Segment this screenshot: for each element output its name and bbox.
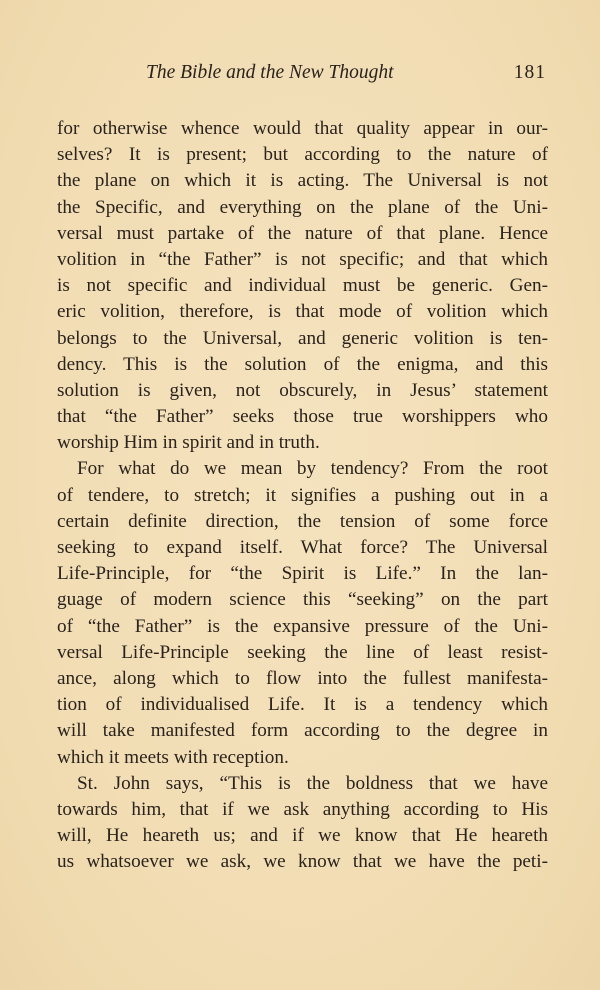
text-line: selves? It is present; but according to the nature of [57,144,548,166]
text-line: of tendere, to stretch; it signifies a pushing out in a [57,484,548,506]
text-line: that “the Father” seeks those true worshippers who [57,406,548,428]
text-line: dency. This is the solution of the enigma, and this [57,353,548,375]
page-header [146,62,546,90]
text-line: belongs to the Universal, and generic volition is ten- [57,327,548,349]
text-line: the Specific, and everything on the plane of the Uni- [57,196,548,218]
text-line: Life-Principle, for “the Spirit is Life.” In the lan- [57,563,548,585]
text-line: of “the Father” is the expansive pressure of the Uni- [57,615,548,637]
text-line: for otherwise whence would that quality appear in our- [57,118,548,139]
text-line: For what do we mean by tendency? From the root [77,458,548,480]
text-line: will, He heareth us; and if we know that He heareth [57,825,548,847]
text-line: St. John says, “This is the boldness that we have [77,772,548,794]
text-line: solution is given, not obscurely, in Jesus’ statement [57,379,548,401]
text-line: will take manifested form according to the degree in [57,720,548,742]
text-line: volition in “the Father” is not specific; and that which [57,248,548,270]
text-line: guage of modern science this “seeking” on the part [57,589,548,611]
text-line: worship Him in spirit and in truth. [57,432,320,454]
text-line: seeking to expand itself. What force? The Universal [57,537,548,558]
text-line: towards him, that if we ask anything according to His [57,798,548,820]
text-line: certain definite direction, the tension of some force [57,510,548,532]
running-title: The Bible and the New Thought [146,62,394,83]
text-line: eric volition, therefore, is that mode of volition which [57,301,548,323]
text-line: is not specific and individual must be generic. Gen- [57,275,548,297]
text-line: ance, along which to flow into the fullest manifesta- [57,667,548,689]
text-line: which it meets with reception. [57,746,289,768]
body-text [57,116,548,875]
text-line: tion of individualised Life. It is a tendency which [57,694,548,716]
text-line: versal must partake of the nature of that plane. Hence [57,222,548,244]
text-line: the plane on which it is acting. The Universal is not [57,170,548,192]
text-line: us whatsoever we ask, we know that we have the peti- [57,851,548,873]
text-line: versal Life-Principle seeking the line of least resist- [57,641,548,663]
page-number: 181 [513,62,546,83]
